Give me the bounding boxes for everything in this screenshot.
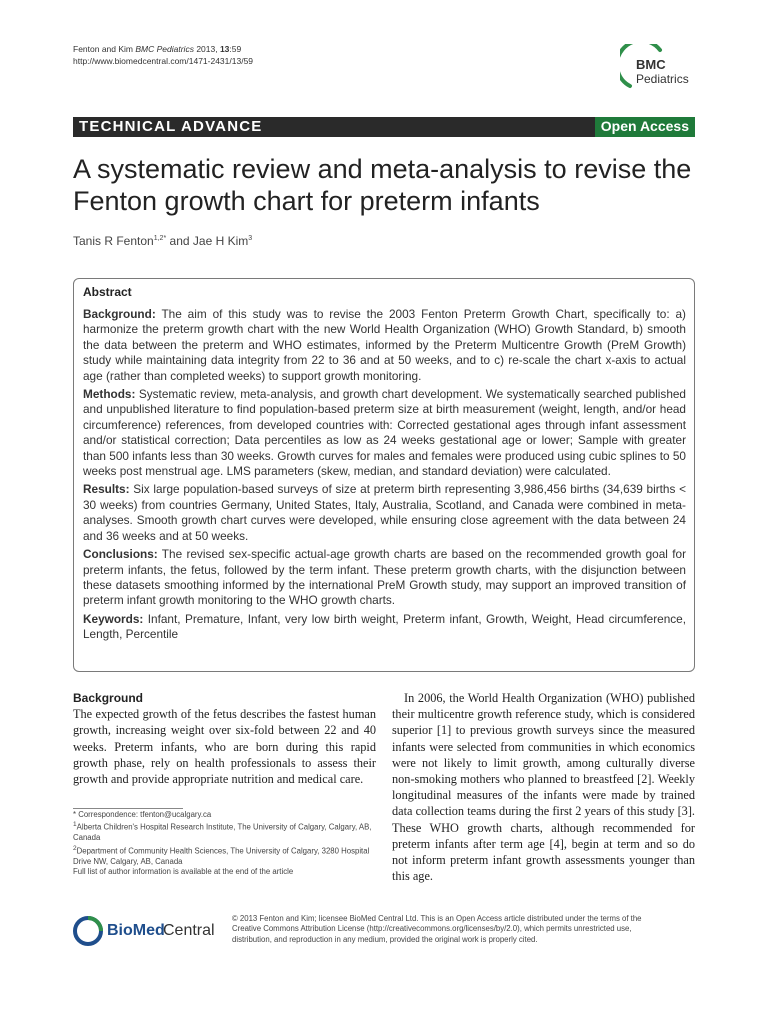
article-type-banner <box>73 117 695 137</box>
body-column-left <box>73 690 376 787</box>
abstract-section: Methods: Systematic review, meta-analysis, and growth chart development. We systematically searched published and unpublished literature to find population-based preterm size at birth measurement (weight, length, and/or head circumference) references, from developed countries with: Corrected gestational ages through infant assessment and/or statistical correction; Data percentiles as low as 24 weeks gestational age or lower; Sample with greater than 500 infants less than 30 weeks. Growth curves for males and females were produced using cubic splines to 50 weeks post menstrual age. LMS parameters (skew, median, and standard deviation) were calculated. <box>83 387 686 479</box>
journal-name: BMC Pediatrics <box>135 44 194 54</box>
license-notice: © 2013 Fenton and Kim; licensee BioMed Central Ltd. This is an Open Access article distributed under the terms of the Creative Commons Attribution License (http://creativecommons.org/licenses/by/2.0), which permits unrestricted use, distribution, and reproduction in any medium, provided the original work is properly cited. <box>232 914 642 944</box>
article-url[interactable]: http://www.biomedcentral.com/1471-2431/13/59 <box>73 56 254 66</box>
body-paragraph: In 2006, the World Health Organization (WHO) published their multicentre growth reference study, which is considered superior [1] to previous growth surveys since the measured infants were selected from communities in which economics were not likely to limit growth, among culturally diverse non-smoking mothers who planned to breastfeed [2]. Weekly longitudinal measures of the infants were made by trained data collection teams during the first 2 years of this study [3]. These WHO growth charts, although recommended for preterm infants after term age [4], begin at term and so do not inform preterm infant growth assessments younger than this age. <box>392 691 695 884</box>
bmc-pediatrics-logo <box>620 44 700 94</box>
volume: 13 <box>219 44 230 54</box>
abstract-section: Background: The aim of this study was to revise the 2003 Fenton Preterm Growth Chart, specifically to: a) harmonize the preterm growth chart with the new World Health Organization (WHO) Growth Standard, b) smooth the data between the preterm and WHO estimates, informed by the Preterm Multicentre Growth (PreM Growth) study while maintaining data integrity from 22 to 36 and at 50 weeks, and to c) re-scale the chart x-axis to actual age (rather than completed weeks) to support growth monitoring. <box>83 307 686 383</box>
author-info-note: Full list of author information is available at the end of the article <box>73 867 294 877</box>
publisher-name-bold: BioMed <box>107 922 165 939</box>
section-heading: Background <box>73 691 144 705</box>
open-access-badge: Open Access <box>595 117 695 137</box>
author-name[interactable]: Tanis R Fenton <box>73 234 154 248</box>
publisher-name-regular: Central <box>163 922 215 939</box>
biomed-central-logo <box>73 914 233 950</box>
logo-line-1: BMC <box>636 57 666 72</box>
running-header <box>73 43 253 67</box>
abstract-heading: Abstract <box>83 285 132 299</box>
abstract-section: Results: Six large population-based surveys of size at preterm birth representing 3,986,456 births (34,639 births < 30 weeks) from countries Germany, United States, Italy, Australia, Scotland, and Canada were combined in meta-analyses. Smooth growth chart curves were developed, while ensuring close agreement with the data between 24 and 36 weeks and at 50 weeks. <box>83 482 686 543</box>
logo-line-2: Pediatrics <box>636 72 689 86</box>
affiliation: $^2$Department of Community Health Sciences, The University of Calgary, 3280 Hospital Drive NW, Calgary, AB, Canada <box>73 844 370 866</box>
abstract-section: Conclusions: The revised sex-specific actual-age growth charts are based on the recommended growth goal for preterm infants, the fetus, followed by the term infant. These preterm growth charts, with the disjunction between these datasets smoothing informed by the international PreM Growth study, may support an improved transition of preterm infant growth monitoring to the WHO growth charts. <box>83 547 686 608</box>
correspondence: * Correspondence: tfenton@ucalgary.ca <box>73 810 212 819</box>
affiliation: $^1$Alberta Children's Hospital Research Institute, The University of Calgary, Calgary, AB, Canada <box>73 821 372 843</box>
footnote-divider <box>73 808 183 809</box>
body-paragraph: The expected growth of the fetus describes the fastest human growth, increasing weight over six-fold between 22 and 40 weeks. Preterm infants, who are born during this rapid growth phase, rely on health professionals to assess their growth and provide appropriate nutrition and medical care. <box>73 707 376 787</box>
article-type: TECHNICAL ADVANCE <box>79 118 263 135</box>
citation-line: Fenton and Kim BMC Pediatrics 2013, 13:59 <box>73 44 242 54</box>
abstract-body <box>83 307 686 646</box>
footnotes <box>73 810 383 878</box>
abstract-section: Keywords: Infant, Premature, Infant, very low birth weight, Preterm infant, Growth, Weight, Head circumference, Length, Percentile <box>83 611 686 642</box>
article-title: A systematic review and meta-analysis to revise the Fenton growth chart for preterm infants <box>73 154 692 216</box>
author-name[interactable]: Jae H Kim <box>192 234 249 248</box>
biomed-circle-icon <box>73 916 103 946</box>
author-list: Tanis R Fenton$^{1,2*}$ and Jae H Kim$^3$ <box>73 234 253 248</box>
abstract-box <box>73 278 695 672</box>
body-column-right <box>392 690 695 884</box>
